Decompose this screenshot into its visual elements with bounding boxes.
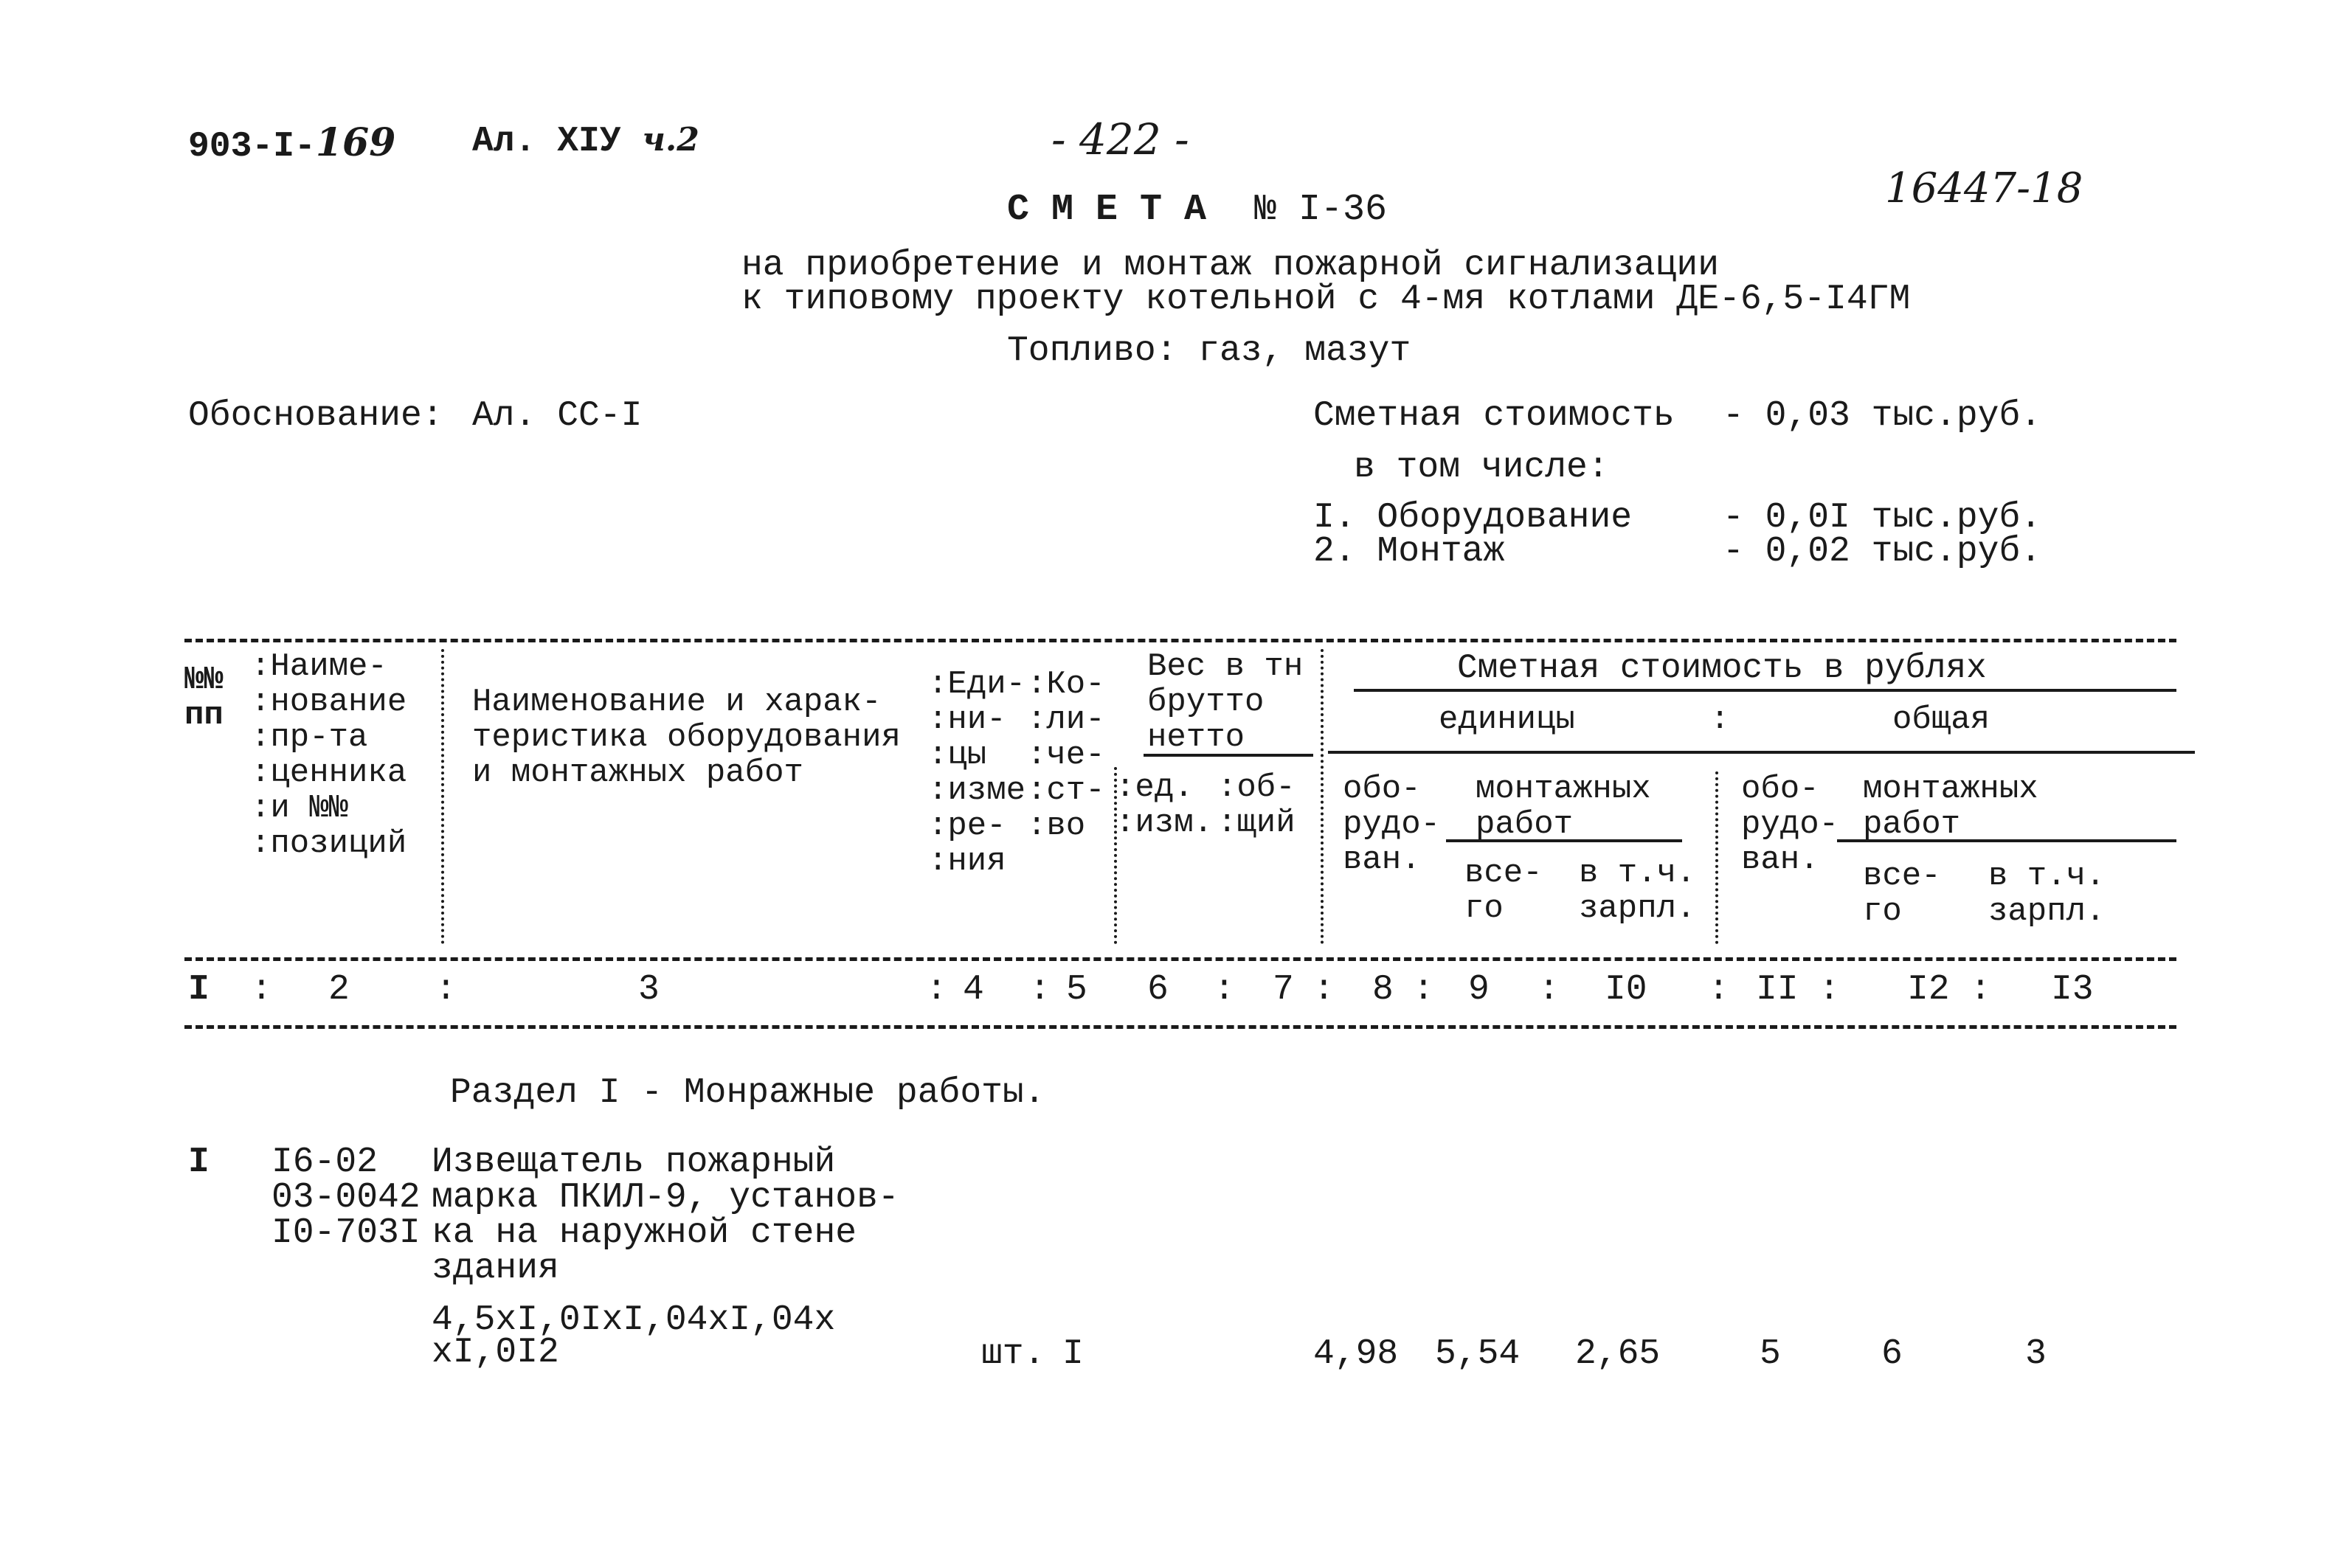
row-1-unit: шт. <box>981 1334 1045 1374</box>
col-number-1: I <box>188 970 210 1010</box>
header-wage-total: в т.ч. зарпл. <box>1988 858 2106 930</box>
col-number-7: 7 <box>1273 970 1294 1010</box>
row-1-col-13: 3 <box>2025 1334 2047 1374</box>
row-1-col-8: 4,98 <box>1313 1334 1399 1374</box>
header-equip-unit: обо- рудо- ван. <box>1343 771 1441 878</box>
doc-number: № I-36 <box>1254 189 1388 231</box>
row-1-col-11: 5 <box>1760 1334 1781 1374</box>
header-sep-2-3 <box>441 649 444 944</box>
col-number-2: 2 <box>328 970 350 1010</box>
subtitle-line-1: на приобретение и монтаж пожарной сигнализации <box>741 246 1720 285</box>
col-number-9: 9 <box>1468 970 1490 1010</box>
col-number-11: II <box>1756 970 1799 1010</box>
header-unit: единицы <box>1439 701 1575 738</box>
col-number-12: I2 <box>1907 970 1950 1010</box>
header-mount-total: монтажных работ <box>1863 771 2038 843</box>
col-number-5: 5 <box>1066 970 1087 1010</box>
mount-unit-rule <box>1446 839 1682 842</box>
doc-title: С М Е Т А <box>1007 189 1207 231</box>
cost-total-value: - 0,03 тыс.руб. <box>1723 396 2042 436</box>
col-number-4: 4 <box>963 970 984 1010</box>
inventory-number: 16447-18 <box>1885 164 2083 212</box>
row-1-calc: 4,5xI,0IxI,04xI,04x xI,0I2 <box>432 1300 836 1373</box>
header-col-7: :об- :щий <box>1217 769 1296 842</box>
cost-title-rule <box>1354 689 2176 692</box>
mount-total-rule <box>1837 839 2176 842</box>
header-sep-unit-total <box>1715 771 1718 944</box>
cost-item-2-label: 2. Монтаж <box>1313 532 1505 572</box>
header-col-6: :ед. :изм. <box>1116 769 1214 842</box>
section-title: Раздел I - Монражные работы. <box>450 1073 1045 1113</box>
page-number: - 422 - <box>1051 114 1189 164</box>
header-netto: нетто <box>1147 719 1245 756</box>
subtitle-line-2: к типовому проекту котельной с 4-мя котлами ДЕ-6,5-I4ГМ <box>741 280 1911 319</box>
header-mount-unit: монтажных работ <box>1476 771 1651 843</box>
album-ref <box>472 121 699 162</box>
doc-code <box>188 120 396 167</box>
header-all-total: все- го <box>1863 858 1941 930</box>
basis-label: Обоснование: <box>188 396 443 436</box>
row-1-number: I <box>188 1142 210 1182</box>
cost-item-1-label: I. Оборудование <box>1313 498 1633 538</box>
header-weight: Вес в тн <box>1147 648 1304 685</box>
weight-rule <box>1144 754 1313 757</box>
cost-total-label: Сметная стоимость <box>1313 396 1675 436</box>
row-1-name: Извещатель пожарный марка ПКИЛ-9, установ- ка на наружной стене здания <box>432 1142 899 1288</box>
row-1-col-9: 5,54 <box>1435 1334 1521 1374</box>
header-col-4: :Еди- :ни- :цы :изме :ре- :ния <box>928 666 1026 880</box>
row-1-col-10: 2,65 <box>1575 1334 1661 1374</box>
fuel-line: Топливо: газ, мазут <box>1007 331 1411 371</box>
row-1-qty: I <box>1062 1334 1084 1374</box>
basis-value: Ал. СС-I <box>472 396 643 436</box>
header-total: общая <box>1892 701 1990 738</box>
header-equip-total: обо- рудо- ван. <box>1741 771 1839 878</box>
cost-item-2-value: - 0,02 тыс.руб. <box>1723 532 2042 572</box>
doc-code-printed: 903-I- <box>188 127 316 167</box>
header-colon: : <box>1710 701 1730 738</box>
col-number-13: I3 <box>2051 970 2094 1010</box>
header-cost-title: Сметная стоимость в рублях <box>1457 649 1987 687</box>
col-number-10: I0 <box>1605 970 1647 1010</box>
album-printed: Ал. XIУ <box>472 122 621 162</box>
header-bottom-rule <box>184 957 2176 961</box>
col-number-3: 3 <box>638 970 660 1010</box>
cost-including: в том числе: <box>1354 448 1609 488</box>
cost-item-1-value: - 0,0I тыс.руб. <box>1723 498 2042 538</box>
header-col-2: :Наиме- :нование :пр-та :ценника :и №№ :позиций <box>251 648 407 862</box>
col-number-8: 8 <box>1372 970 1394 1010</box>
header-wage-unit: в т.ч. зарпл. <box>1579 855 1696 927</box>
header-col-3: Наименование и харак- теристика оборудования и монтажных работ <box>472 684 901 791</box>
row-1-col-12: 6 <box>1881 1334 1903 1374</box>
header-brutto: брутто <box>1147 684 1265 721</box>
header-col-5: :Ко- :ли- :че- :ст- :во <box>1027 666 1105 844</box>
row-1-code: I6-02 03-0042 I0-703I <box>271 1142 421 1253</box>
numbers-bottom-rule <box>184 1025 2176 1029</box>
header-all-unit: все- го <box>1464 855 1543 927</box>
header-sep-7-8 <box>1321 649 1324 944</box>
album-handwritten: ч.2 <box>642 121 699 159</box>
table-top-rule <box>184 639 2176 642</box>
unit-total-rule <box>1328 751 2195 754</box>
doc-code-handwritten: 169 <box>315 120 396 165</box>
header-col-1: №№ пп <box>184 662 224 734</box>
col-number-6: 6 <box>1147 970 1169 1010</box>
